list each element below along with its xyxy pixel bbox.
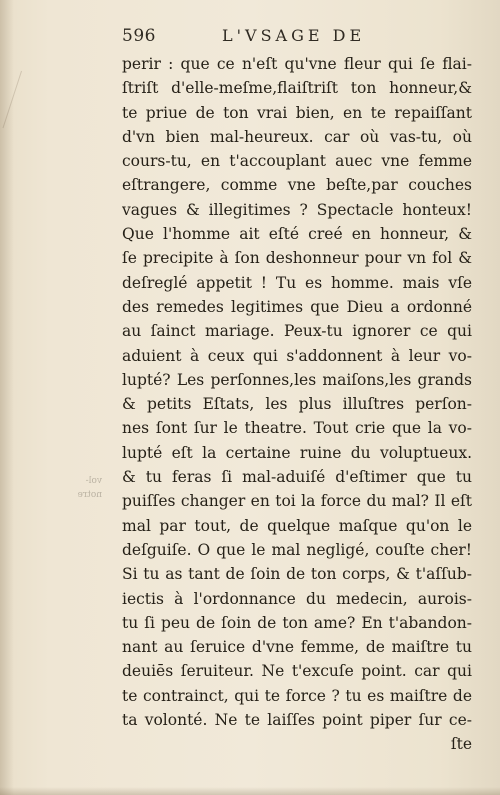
text-line: deſreglé appetit ! Tu es homme. mais vſe [122, 273, 472, 292]
text-line: d'vn bien mal-heureux. car où vas-tu, où [122, 127, 472, 146]
text-line: iectis à l'ordonnance du medecin, aurois- [122, 589, 472, 608]
text-line: perir : que ce n'eſt qu'vne fleur qui ſe flai- [122, 55, 472, 73]
text-line: deuiēs ſeruiteur. Ne t'excuſe point. car qui [122, 662, 472, 681]
show-through-text [42, 474, 102, 502]
text-line: eſtrangere, comme vne beſte,par couches [122, 176, 472, 195]
text-line: nes ſont ſur le theatre. Tout crie que la vo- [122, 419, 472, 438]
catchword: ſte [450, 735, 472, 754]
text-line: tu ſi peu de ſoin de ton ame? En t'abandon- [122, 613, 472, 632]
show-through-line: notre [77, 490, 102, 500]
running-head: L'VSAGE DE [222, 26, 366, 45]
page-header [122, 26, 484, 50]
text-line: mal par tout, de quelque maſque qu'on le [122, 516, 472, 535]
text-line: lupté? Les perſonnes,les maiſons,les grands [122, 370, 472, 389]
show-through-line: vol- [85, 476, 102, 486]
text-line: ſtriſt d'elle-meſme,flaiſtriſt ton honneur,& [122, 79, 472, 98]
body-text [122, 52, 472, 757]
text-line: ſe precipite à ſon deshonneur pour vn fol & [122, 249, 472, 268]
text-line: des remedes legitimes que Dieu a ordonné [122, 297, 472, 316]
page-number: 596 [122, 26, 156, 46]
text-line: deſguiſe. O que le mal negligé, couſte cher! [122, 540, 472, 559]
text-line: au ſainct mariage. Peux-tu ignorer ce qui [122, 322, 472, 341]
text-line: aduient à ceux qui s'addonnent à leur vo- [122, 346, 472, 365]
text-line: cours-tu, en t'accouplant auec vne femme [122, 152, 472, 171]
page-bottom-edge [0, 787, 500, 795]
text-line: Si tu as tant de ſoin de ton corps, & t'aſſub- [122, 565, 472, 584]
text-line: Que l'homme ait eſté creé en honneur, & [122, 225, 472, 244]
text-line: te priue de ton vrai bien, en te repaiſſant [122, 103, 472, 122]
text-line: & tu feras ſi mal-aduiſé d'eſtimer que tu [122, 468, 472, 487]
text-line: ta volonté. Ne te laiſſes point piper ſur ce- [122, 711, 472, 730]
text-line: & petits Eſtats, les plus illuſtres perſon- [122, 395, 472, 414]
text-line: te contrainct, qui te force ? tu es maiſtre de [122, 686, 472, 705]
text-line: vagues & illegitimes ? Spectacle honteux! [122, 200, 472, 219]
text-line: puiſſes changer en toi la force du mal? Il eſt [122, 492, 472, 511]
text-line: lupté eſt la certaine ruine du voluptueux. [122, 443, 472, 462]
text-line: nant au ſeruice d'vne femme, de maiſtre tu [122, 638, 472, 657]
